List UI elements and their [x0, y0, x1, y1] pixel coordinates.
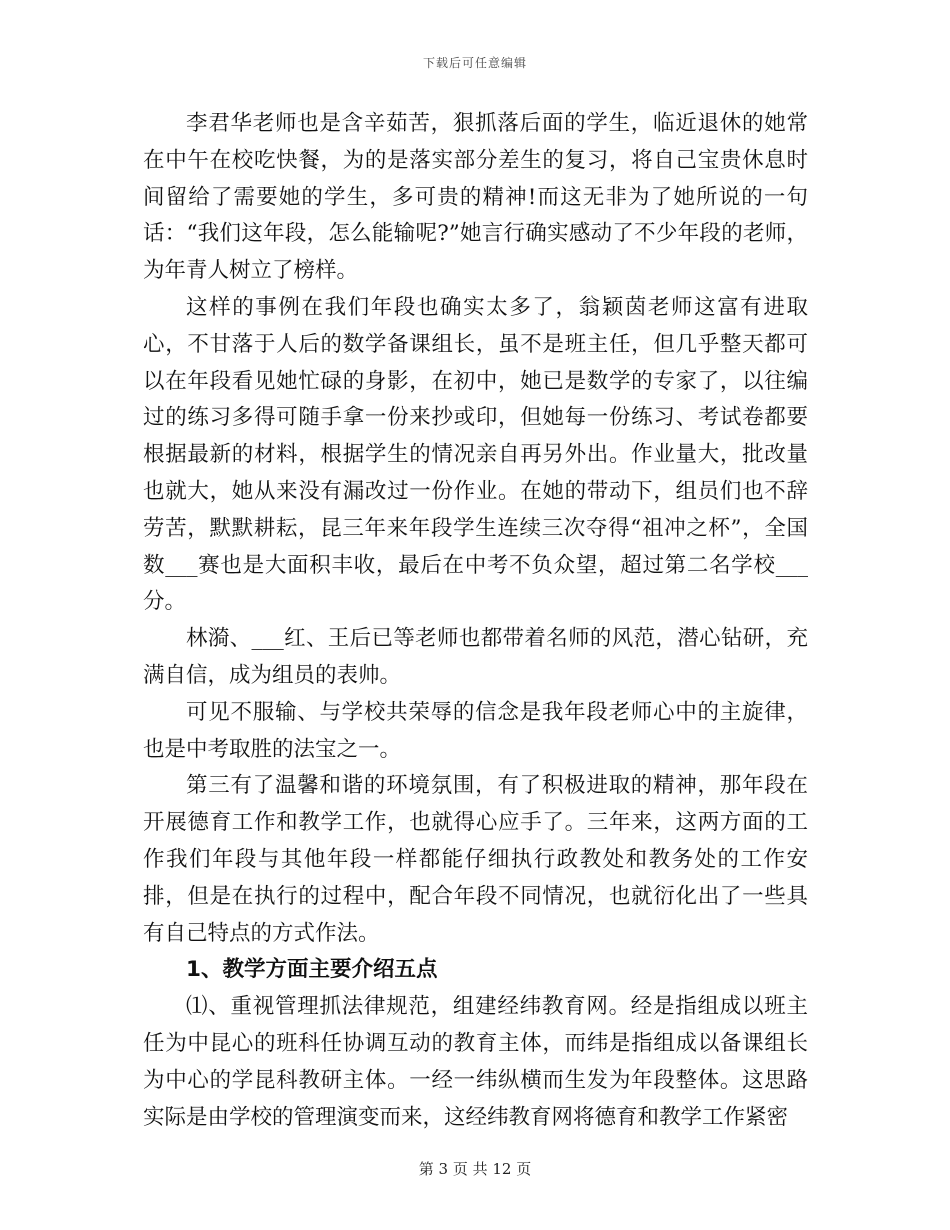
paragraph: ⑴、重视管理抓法律规范，组建经纬教育网。经是指组成以班主任为中昆心的班科任协调互动的教育主体，而纬是指组成以备课组长为中心的学昆科教研主体。一经一纬纵横而生发为年段整体。这思路实际是由学校的管理演变而来，这经纬教育网将德育和教学工作紧密 — [143, 994, 808, 1130]
paragraph: 这样的事例在我们年段也确实太多了，翁颖茵老师这富有进取心，不甘落于人后的数学备课组长，虽不是班主任，但几乎整天都可以在年段看见她忙碌的身影，在初中，她已是数学的专家了，以往编过的练习多得可随手拿一份来抄或印，但她每一份练习、考试卷都要根据最新的材料，根据学生的情况亲自再另外出。作业量大，批改量也就大，她从来没有漏改过一份作业。在她的带动下，组员们也不辞劳苦，默默耕耘，昆三年来年段学生连续三次夺得“祖冲之杯”，全国数___赛也是大面积丰收，最后在中考不负众望，超过第二名学校___分。 — [143, 294, 808, 615]
paragraph: 第三有了温馨和谐的环境氛围，有了积极进取的精神，那年段在开展德育工作和教学工作，也就得心应手了。三年来，这两方面的工作我们年段与其他年段一样都能仔细执行政教处和教务处的工作安排，但是在执行的过程中，配合年段不同情况，也就衍化出了一些具有自己特点的方式作法。 — [143, 773, 808, 946]
paragraph: 李君华老师也是含辛茹苦，狠抓落后面的学生，临近退休的她常在中午在校吃快餐，为的是落实部分差生的复习，将自己宝贵休息时间留给了需要她的学生，多可贵的精神!而这无非为了她所说的一句话：“我们这年段，怎么能输呢?”她言行确实感动了不少年段的老师，为年青人树立了榜样。 — [143, 111, 808, 284]
page-number: 第 3 页 共 12 页 — [418, 1160, 532, 1178]
paragraph: 林漪、___红、王后已等老师也都带着名师的风范，潜心钻研，充满自信，成为组员的表帅。 — [143, 626, 808, 688]
section-heading: 1、教学方面主要介绍五点 — [186, 957, 438, 983]
page-header: 下载后可任意编辑 — [422, 56, 527, 70]
document-body — [143, 106, 808, 1136]
paragraph: 可见不服输、与学校共荣辱的信念是我年段老师心中的主旋律，也是中考取胜的法宝之一。 — [143, 699, 808, 762]
